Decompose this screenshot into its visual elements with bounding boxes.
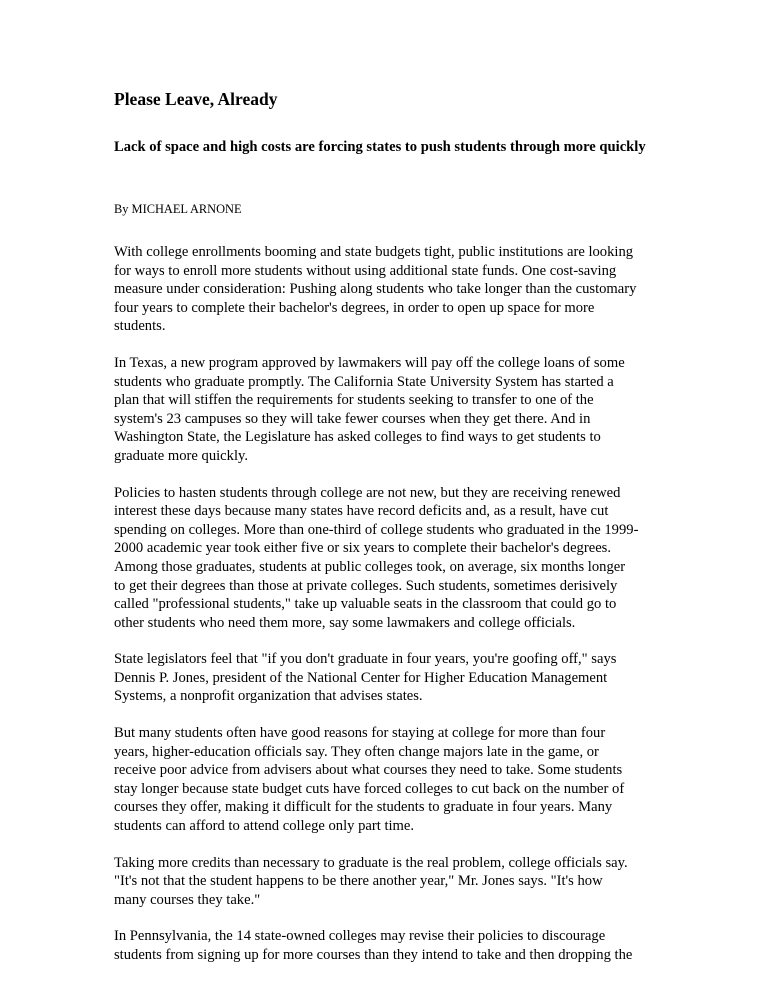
text-line: receive poor advice from advisers about what courses they need to take. Some students xyxy=(114,762,623,779)
text-line: students who graduate promptly. The California State University System has started a xyxy=(114,373,614,390)
article-byline: By MICHAEL ARNONE xyxy=(114,202,242,216)
article-body xyxy=(114,243,660,983)
paragraph-4 xyxy=(114,650,660,706)
text-line: Systems, a nonprofit organization that advises states. xyxy=(114,688,423,705)
text-line: "It's not that the student happens to be there another year," Mr. Jones says. "It's how xyxy=(114,873,603,890)
paragraph-2 xyxy=(114,354,660,466)
text-line: But many students often have good reasons for staying at college for more than four xyxy=(114,725,606,742)
text-line: In Pennsylvania, the 14 state-owned colleges may revise their policies to discourage xyxy=(114,928,606,945)
text-line: to get their degrees than those at private colleges. Such students, sometimes derisively xyxy=(114,577,618,594)
text-line: Washington State, the Legislature has asked colleges to find ways to get students to xyxy=(114,429,601,446)
text-line: other students who need them more, say some lawmakers and college officials. xyxy=(114,614,576,631)
text-line: called "professional students," take up valuable seats in the classroom that could go to xyxy=(114,596,617,613)
text-line: State legislators feel that "if you don't graduate in four years, you're goofing off," says xyxy=(114,651,617,668)
text-line: measure under consideration: Pushing along students who take longer than the customary xyxy=(114,281,637,298)
text-line: many courses they take." xyxy=(114,891,261,908)
text-line: for ways to enroll more students without using additional state funds. One cost-saving xyxy=(114,262,617,279)
text-line: four years to complete their bachelor's degrees, in order to open up space for more xyxy=(114,299,595,316)
paragraph-6 xyxy=(114,854,660,910)
text-line: Among those graduates, students at public colleges took, on average, six months longer xyxy=(114,558,626,575)
text-line: Dennis P. Jones, president of the National Center for Higher Education Management xyxy=(114,669,608,686)
paragraph-1 xyxy=(114,243,660,336)
text-line: students can afford to attend college only part time. xyxy=(114,818,415,835)
text-line: Policies to hasten students through college are not new, but they are receiving renewed xyxy=(114,484,621,501)
text-line: stay longer because state budget cuts have forced colleges to cut back on the number of xyxy=(114,780,625,797)
text-line: With college enrollments booming and state budgets tight, public institutions are looking xyxy=(114,244,634,260)
paragraph-7 xyxy=(114,927,660,964)
article-subtitle: Lack of space and high costs are forcing states to push students through more quickly xyxy=(114,139,646,155)
article-title: Please Leave, Already xyxy=(114,89,278,109)
paragraph-5 xyxy=(114,724,660,836)
text-line: spending on colleges. More than one-third of college students who graduated in the 1999- xyxy=(114,521,639,538)
paragraph-3 xyxy=(114,484,660,633)
text-line: 2000 academic year took either five or six years to complete their bachelor's degrees. xyxy=(114,540,611,557)
text-line: interest these days because many states have record deficits and, as a result, have cut xyxy=(114,503,609,520)
text-line: courses they offer, making it difficult for the students to graduate in four years. Many xyxy=(114,799,613,816)
text-line: graduate more quickly. xyxy=(114,447,248,464)
text-line: In Texas, a new program approved by lawmakers will pay off the college loans of some xyxy=(114,354,625,371)
text-line: students. xyxy=(114,318,166,335)
text-line: system's 23 campuses so they will take fewer courses when they get there. And in xyxy=(114,410,591,427)
text-line: students from signing up for more courses than they intend to take and then dropping the xyxy=(114,947,633,963)
text-line: years, higher-education officials say. They often change majors late in the game, or xyxy=(114,743,599,760)
text-line: plan that will stiffen the requirements for students seeking to transfer to one of the xyxy=(114,392,594,409)
text-line: Taking more credits than necessary to graduate is the real problem, college officials say. xyxy=(114,854,628,871)
